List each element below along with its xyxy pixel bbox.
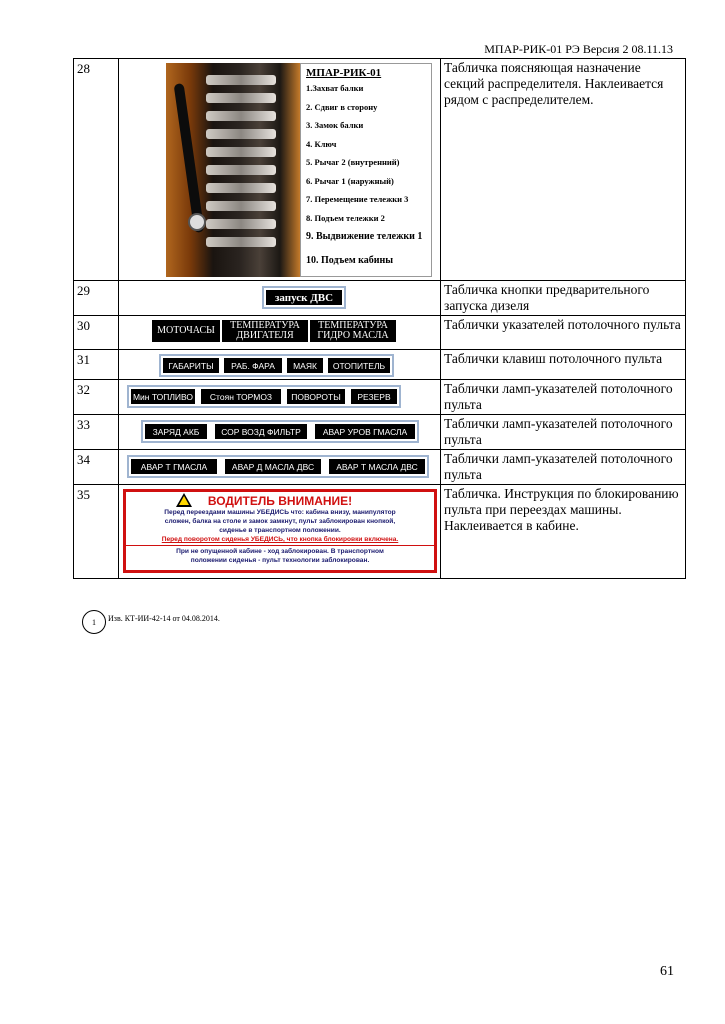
row-number: 28: [74, 59, 119, 281]
footnote: [82, 610, 220, 634]
table-row: [74, 59, 686, 281]
label-item: 8. Подъем тележки 2: [306, 212, 385, 223]
revision-mark: 1: [82, 610, 106, 634]
label-item: 5. Рычаг 2 (внутренний): [306, 157, 400, 167]
image-cell: [119, 350, 441, 380]
lamp-plate: ЗАРЯД АКБ: [145, 424, 207, 439]
lamp-plate: ПОВОРОТЫ: [287, 389, 345, 404]
lamp-plate: АВАР УРОВ ГМАСЛА: [315, 424, 415, 439]
lamp-plate: РЕЗЕРВ: [351, 389, 397, 404]
lamp-plate: Стоян ТОРМОЗ: [201, 389, 281, 404]
row-number: 33: [74, 415, 119, 450]
image-cell: [119, 450, 441, 485]
row-description: Таблички ламп-указателей потолочного пульта: [441, 415, 686, 450]
lamp-plate: АВАР Д МАСЛА ДВС: [225, 459, 321, 474]
indicator-plate: ТЕМПЕРАТУРА ДВИГАТЕЛЯ: [222, 320, 308, 342]
warning-line: При не опущенной кабине - ход заблокирован. В транспортном: [176, 548, 384, 555]
image-cell: [119, 380, 441, 415]
label-item: 7. Перемещение тележки 3: [306, 194, 409, 204]
footnote-text: Изв. КТ-ИИ-42-14 от 04.08.2014.: [108, 613, 220, 623]
indicator-plate: ТЕМПЕРАТУРА ГИДРО МАСЛА: [310, 320, 396, 342]
warning-line: сложен, балка на столе и замок замкнут, пульт заблокирован кнопкой,: [164, 518, 396, 525]
table-row: [74, 450, 686, 485]
label-item: 10. Подъем кабины: [306, 255, 394, 266]
hose-shape: [174, 83, 205, 233]
label-item: 4. Ключ: [306, 138, 337, 149]
lamp-plate: АВАР Т ГМАСЛА: [131, 459, 217, 474]
table-row: [74, 380, 686, 415]
warning-plate: [123, 489, 437, 573]
indicator-plate: МОТОЧАСЫ: [152, 320, 220, 342]
row-number: 29: [74, 281, 119, 316]
label-item: 1.Захват балки: [306, 83, 364, 93]
distributor-photo: [166, 63, 300, 277]
start-engine-plate: запуск ДВС: [266, 290, 342, 305]
warning-line: положении сиденья - пульт технологии заблокирован.: [190, 557, 370, 564]
warning-title: ВОДИТЕЛЬ ВНИМАНИЕ!: [207, 494, 353, 508]
lamp-plate: Мин ТОПЛИВО: [131, 389, 195, 404]
table-row: [74, 316, 686, 350]
label-item: 6. Рычаг 1 (наружный): [306, 175, 394, 186]
row-number: 34: [74, 450, 119, 485]
switch-plate: ОТОПИТЕЛЬ: [328, 358, 390, 373]
table-row: [74, 415, 686, 450]
row-description: Таблички ламп-указателей потолочного пульта: [441, 380, 686, 415]
labels-table: [73, 58, 686, 579]
label-item: 9. Выдвижение тележки 1: [306, 231, 423, 242]
table-row: [74, 281, 686, 316]
image-cell: [119, 59, 441, 281]
table-row: [74, 485, 686, 579]
image-cell: [119, 485, 441, 579]
warning-line: сиденье в транспортном положении.: [219, 527, 341, 534]
row-description: Табличка кнопки предварительного запуска дизеля: [441, 281, 686, 316]
image-cell: [119, 281, 441, 316]
row-number: 35: [74, 485, 119, 579]
gauge-icon: [188, 213, 206, 231]
label-item: 2. Сдвиг в сторону: [306, 101, 378, 112]
row-description: Таблички указателей потолочного пульта: [441, 316, 686, 350]
row-description: Таблички клавиш потолочного пульта: [441, 350, 686, 380]
warning-line: Перед переездами машины УБЕДИСЬ что: кабина внизу, манипулятор: [164, 509, 396, 516]
image-cell: [119, 415, 441, 450]
page-number: 61: [660, 964, 674, 979]
table-row: [74, 350, 686, 380]
row-description: Таблички ламп-указателей потолочного пульта: [441, 450, 686, 485]
warning-line: Перед поворотом сиденья УБЕДИСЬ, что кнопка блокировки включена.: [161, 536, 399, 543]
label-title: МПАР-РИК-01: [306, 67, 382, 79]
row-number: 32: [74, 380, 119, 415]
image-cell: [119, 316, 441, 350]
warning-triangle-icon: [176, 493, 192, 507]
lamp-plate: АВАР Т МАСЛА ДВС: [329, 459, 425, 474]
page-header: МПАР-РИК-01 РЭ Версия 2 08.11.13: [484, 42, 673, 56]
distributor-label: [300, 63, 432, 277]
switch-plate: ГАБАРИТЫ: [163, 358, 219, 373]
row-number: 31: [74, 350, 119, 380]
switch-plate: МАЯК: [287, 358, 323, 373]
row-number: 30: [74, 316, 119, 350]
row-description: Табличка поясняющая назначение секций распределителя. Наклеивается рядом с распределителем.: [441, 59, 686, 281]
label-item: 3. Замок балки: [306, 120, 364, 130]
row-description: Табличка. Инструкция по блокированию пульта при переездах машины. Наклеивается в кабине.: [441, 485, 686, 579]
lamp-plate: СОР ВОЗД ФИЛЬТР: [215, 424, 307, 439]
switch-plate: РАБ. ФАРА: [224, 358, 282, 373]
